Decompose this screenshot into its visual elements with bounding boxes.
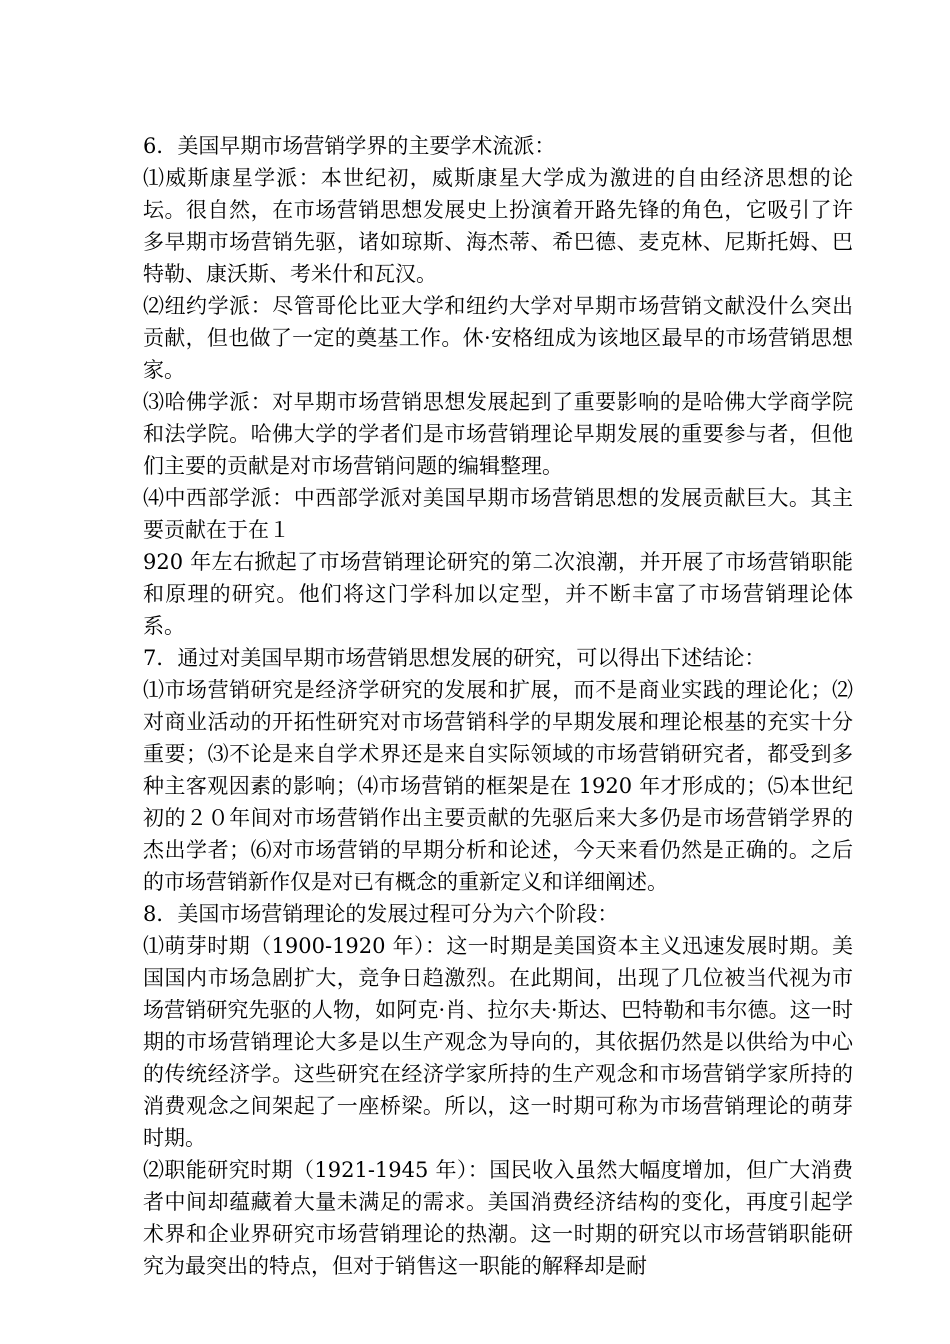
paragraph-new-york-school: ⑵纽约学派：尽管哥伦比亚大学和纽约大学对早期市场营销文献没什么突出贡献，但也做了一定的奠基工作。休·安格纽成为该地区最早的市场营销思想家。 — [143, 294, 853, 382]
document-body — [143, 130, 853, 1282]
paragraph-midwest-school-continued: 920 年左右掀起了市场营销理论研究的第二次浪潮，并开展了市场营销职能和原理的研究。他们将这门学科加以定型，并不断丰富了市场营销理论体系。 — [143, 550, 853, 638]
heading-six-stages: 8．美国市场营销理论的发展过程可分为六个阶段： — [143, 902, 619, 926]
heading-conclusions: 7．通过对美国早期市场营销思想发展的研究，可以得出下述结论： — [143, 646, 766, 670]
paragraph-conclusions-list: ⑴市场营销研究是经济学研究的发展和扩展，而不是商业实践的理论化；⑵对商业活动的开拓性研究对市场营销科学的早期发展和理论根基的充实十分重要；⑶不论是来自学术界还是来自实际领域的市场营销研究者，都受到多种主客观因素的影响；⑷市场营销的框架是在 1920 年才形成的；⑸本世纪初的２０年间对市场营销作出主要贡献的先驱后来大多仍是市场营销学界的杰出学者；⑹对市场营销的早期分析和论述，今天来看仍然是正确的。之后的市场营销新作仅是对已有概念的重新定义和详细阐述。 — [143, 678, 853, 894]
paragraph-wisconsin-school: ⑴威斯康星学派：本世纪初，威斯康星大学成为激进的自由经济思想的论坛。很自然，在市场营销思想发展史上扮演着开路先锋的角色，它吸引了许多早期市场营销先驱，诸如琼斯、海杰蒂、希巴德、麦克林、尼斯托姆、巴特勒、康沃斯、考米什和瓦汉。 — [143, 166, 853, 286]
paragraph-midwest-school: ⑷中西部学派：中西部学派对美国早期市场营销思想的发展贡献巨大。其主要贡献在于在１ — [143, 486, 853, 542]
paragraph-functional-research-period: ⑵职能研究时期（1921-1945 年）：国民收入虽然大幅度增加，但广大消费者中间却蕴藏着大量未满足的需求。美国消费经济结构的变化，再度引起学术界和企业界研究市场营销理论的热潮。这一时期的研究以市场营销职能研究为最突出的特点，但对于销售这一职能的解释却是耐 — [143, 1158, 853, 1278]
paragraph-harvard-school: ⑶哈佛学派：对早期市场营销思想发展起到了重要影响的是哈佛大学商学院和法学院。哈佛大学的学者们是市场营销理论早期发展的重要参与者，但他们主要的贡献是对市场营销问题的编辑整理。 — [143, 390, 853, 478]
heading-academic-schools: 6．美国早期市场营销学界的主要学术流派： — [143, 134, 556, 158]
paragraph-sprouting-period: ⑴萌芽时期（1900-1920 年）：这一时期是美国资本主义迅速发展时期。美国国内市场急剧扩大，竞争日趋激烈。在此期间，出现了几位被当代视为市场营销研究先驱的人物，如阿克·肖、拉尔夫·斯达、巴特勒和韦尔德。这一时期的市场营销理论大多是以生产观念为导向的，其依据仍然是以供给为中心的传统经济学。这些研究在经济学家所持的生产观念和市场营销学家所持的消费观念之间架起了一座桥梁。所以，这一时期可称为市场营销理论的萌芽时期。 — [143, 934, 853, 1150]
